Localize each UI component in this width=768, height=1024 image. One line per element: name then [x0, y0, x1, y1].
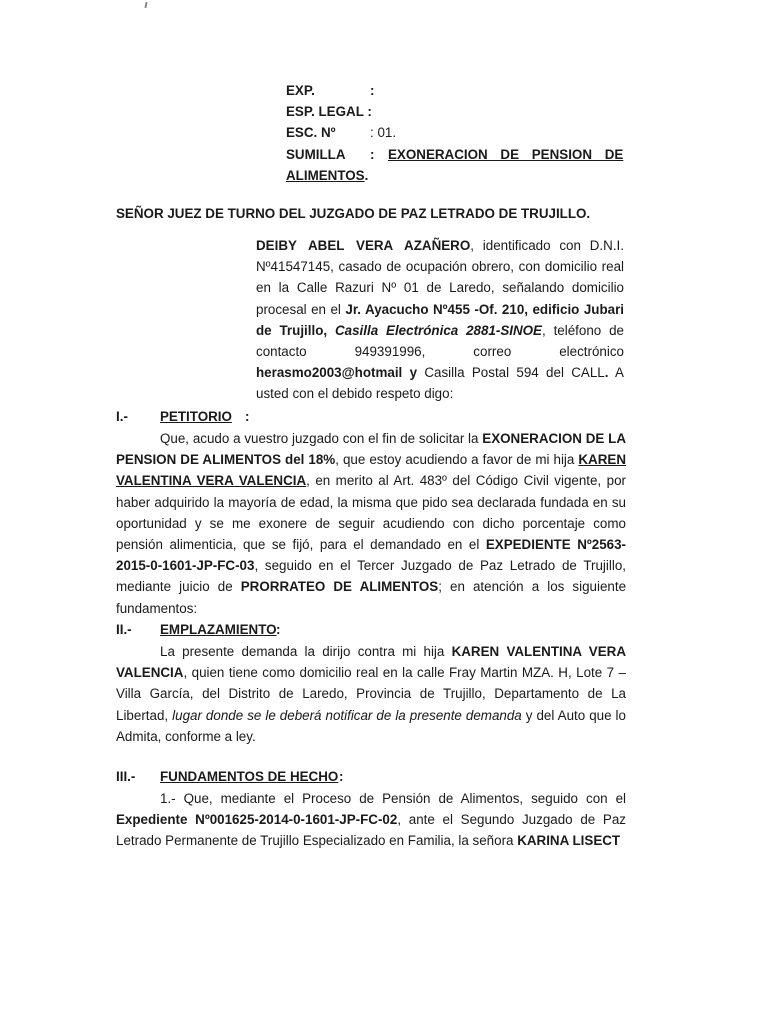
text-run: , quien tiene como domicilio real en la calle Fray Martin MZA. H, Lote 7 – Villa García, del Distrito de Laredo, Provincia de Trujillo, Departamento de La Libertad,	[116, 665, 626, 723]
header-esp-legal-line	[286, 101, 626, 123]
intro-text-2: , teléfono de contacto 949391996, correo electrónico	[256, 322, 624, 360]
emplazamiento-paragraph	[116, 641, 626, 747]
daughter-name: KAREN VALENTINA VERA VALENCIA	[116, 452, 626, 489]
case-file-number: Expediente Nº001625-2014-0-1601-JP-FC-02	[116, 812, 398, 828]
addressee: SEÑOR JUEZ DE TURNO DEL JUZGADO DE PAZ LETRADO DE TRUJILLO.	[116, 206, 591, 221]
scan-mark	[144, 2, 147, 8]
section-title: FUNDAMENTOS DE HECHO	[160, 769, 339, 784]
intro-text-4: A usted con el debido respeto digo:	[256, 365, 624, 402]
fundamentos-paragraph	[116, 788, 626, 852]
section-number: III.-	[116, 769, 136, 784]
intro-text-3: Casilla Postal 594 del CALL	[417, 365, 605, 381]
text-run: La presente demanda la dirijo contra mi hija	[160, 644, 452, 659]
text-run: , que estoy acudiendo a favor de mi hija	[335, 452, 579, 468]
sumilla-end: .	[364, 168, 369, 183]
intro-paragraph	[256, 235, 624, 405]
electronic-box: Casilla Electrónica 2881-SINOE	[334, 322, 542, 338]
header-sumilla-line2	[286, 165, 626, 187]
person-name: KARINA LISECT	[517, 833, 621, 849]
esp-legal-label: ESP. LEGAL :	[286, 104, 372, 119]
sumilla-colon: :	[370, 147, 375, 162]
text-run: , seguido en el Tercer Juzgado de Paz Letrado de Trujillo, mediante juicio de	[116, 558, 626, 595]
email: herasmo2003@hotmail y	[256, 365, 418, 381]
intro-text-1: , identificado con D.N.I. Nº41547145, casado de ocupación obrero, con domicilio real en la Calle Razuri Nº 01 de Laredo, señalando domicilio procesal en el	[256, 238, 624, 317]
notification-place: lugar donde se le deberá notificar de la presente demanda	[172, 707, 522, 723]
section-number: II.-	[116, 622, 132, 637]
text-run: 1.- Que, mediante el Proceso de Pensión de Alimentos, seguido con el	[160, 791, 626, 806]
section-colon: :	[339, 769, 344, 784]
esc-value: : 01.	[370, 125, 397, 140]
text-run: Que, acudo a vuestro juzgado con el fin de solicitar la	[160, 431, 483, 446]
daughter-name: KAREN VALENTINA VERA VALENCIA	[116, 644, 627, 681]
sumilla-text-line1: EXONERACION DE PENSION DE	[388, 147, 624, 162]
procedural-address: Jr. Ayacucho Nº455 -Of. 210, edificio Jubari de Trujillo,	[256, 301, 625, 338]
section-title: PETITORIO	[160, 409, 232, 424]
header-esc-line	[286, 122, 626, 144]
text-run: , en merito al Art. 483º del Código Civil vigente, por haber adquirido la mayoría de edad, la misma que pido sea declarada fundada en su oportunidad y se me exonere de seguir acudiendo con dicho porcentaje como pensión alimenticia, que se fijó, para el demandado en el	[116, 473, 626, 553]
header-exp-line	[286, 80, 626, 102]
claimant-name: DEIBY ABEL VERA AZAÑERO	[256, 238, 471, 253]
sumilla-label: SUMILLA	[286, 147, 346, 162]
exp-label: EXP.	[286, 83, 315, 98]
header-sumilla-line	[286, 144, 626, 166]
section-colon: :	[276, 622, 281, 637]
case-file-number: EXPEDIENTE Nº2563-2015-0-1601-JP-FC-03	[116, 537, 627, 574]
exp-colon: :	[370, 83, 375, 98]
petitorio-paragraph	[116, 428, 626, 619]
text-run: , ante el Segundo Juzgado de Paz Letrado Permanente de Trujillo Especializado en Familia, la señora	[116, 812, 626, 849]
proceeding-type: PRORRATEO DE ALIMENTOS	[240, 579, 439, 595]
text-run: ; en atención a los siguiente fundamentos:	[116, 579, 627, 616]
section-title: EMPLAZAMIENTO	[160, 622, 277, 637]
intro-text-3-dot: .	[604, 365, 609, 381]
section-number: I.-	[116, 409, 128, 424]
section-colon: :	[245, 409, 250, 424]
request-amount: EXONERACION DE LA PENSION DE ALIMENTOS del 18%	[116, 431, 626, 468]
esc-label: ESC. Nº	[286, 125, 336, 140]
sumilla-text-line2: ALIMENTOS	[286, 168, 365, 183]
text-run: y del Auto que lo Admita, conforme a ley.	[116, 707, 626, 744]
